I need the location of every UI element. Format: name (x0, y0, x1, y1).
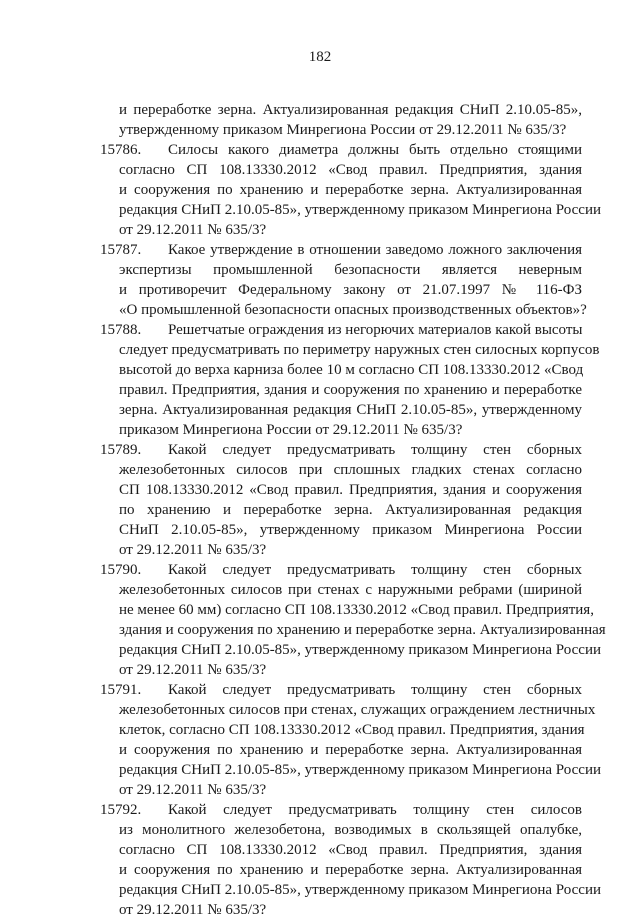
question-number: 15791. (100, 682, 142, 698)
text-line: экспертизы промышленной безопасности является неверным (119, 262, 582, 278)
text-line: редакция СНиП 2.10.05-85», утвержденному приказом Минрегиона России (119, 642, 601, 658)
question-first-line (100, 800, 582, 820)
question-number: 15786. (100, 142, 142, 158)
text-line: от 29.12.2011 № 635/3? (119, 782, 267, 798)
text-line: от 29.12.2011 № 635/3? (119, 902, 267, 918)
question-item (100, 680, 601, 800)
question-number: 15790. (100, 562, 142, 578)
question-text: Какой следует предусматривать толщину стен сборных (168, 442, 582, 458)
question-item (100, 240, 587, 320)
text-line: согласно СП 108.13330.2012 «Свод правил. Предприятия, здания (119, 842, 582, 858)
question-number: 15789. (100, 442, 142, 458)
text-line: железобетонных силосов при сплошных гладких стенах согласно (119, 462, 582, 478)
text-line: и переработке зерна. Актуализированная редакция СНиП 2.10.05-85», (119, 102, 582, 118)
text-line: правил. Предприятия, здания и сооружения по хранению и переработке (119, 382, 582, 398)
question-text: Какое утверждение в отношении заведомо ложного заключения (168, 242, 582, 258)
text-line: редакция СНиП 2.10.05-85», утвержденному приказом Минрегиона России (119, 202, 601, 218)
text-line: и сооружения по хранению и переработке зерна. Актуализированная (119, 862, 582, 878)
text-line: утвержденному приказом Минрегиона России от 29.12.2011 № 635/3? (119, 122, 567, 138)
text-line: и сооружения по хранению и переработке зерна. Актуализированная (119, 742, 582, 758)
text-line: следует предусматривать по периметру наружных стен силосных корпусов (119, 342, 600, 358)
question-first-line (100, 560, 582, 580)
question-text: Какой следует предусматривать толщину стен сборных (168, 682, 582, 698)
question-item (102, 440, 582, 560)
page-number: 182 (308, 49, 332, 65)
text-line: клеток, согласно СП 108.13330.2012 «Свод правил. Предприятия, здания (119, 722, 585, 738)
question-first-line (100, 240, 582, 260)
question-text: Решетчатые ограждения из негорючих материалов какой высоты (168, 322, 583, 338)
text-line: не менее 60 мм) согласно СП 108.13330.2012 «Свод правил. Предприятия, (119, 602, 594, 618)
question-first-line (100, 320, 582, 340)
question-text: Какой следует предусматривать толщину стен сборных (168, 562, 582, 578)
question-number: 15792. (100, 802, 142, 818)
lead-in-paragraph (102, 100, 582, 140)
text-line: приказом Минрегиона России от 29.12.2011 № 635/3? (119, 422, 463, 438)
text-line: согласно СП 108.13330.2012 «Свод правил. Предприятия, здания (119, 162, 582, 178)
text-line: из монолитного железобетона, возводимых в скользящей опалубке, (119, 822, 582, 838)
question-first-line (100, 440, 582, 460)
text-line: и сооружения по хранению и переработке зерна. Актуализированная (119, 182, 582, 198)
question-first-line (100, 680, 582, 700)
question-item (100, 140, 601, 240)
text-line: и противоречит Федеральному закону от 21.07.1997 № 116-ФЗ (119, 282, 582, 298)
text-line: редакция СНиП 2.10.05-85», утвержденному приказом Минрегиона России (119, 762, 601, 778)
text-line: железобетонных силосов при стенах с наружными ребрами (шириной (119, 582, 582, 598)
text-line: от 29.12.2011 № 635/3? (119, 662, 267, 678)
question-number: 15788. (100, 322, 142, 338)
question-list (100, 100, 606, 920)
question-item (100, 320, 600, 440)
question-item (100, 800, 601, 920)
question-first-line (100, 140, 582, 160)
question-item (100, 560, 606, 680)
text-line: СНиП 2.10.05-85», утвержденному приказом Минрегиона России (119, 522, 582, 538)
text-line: зерна. Актуализированная редакция СНиП 2.10.05-85», утвержденному (119, 402, 582, 418)
text-line: СП 108.13330.2012 «Свод правил. Предприятия, здания и сооружения (119, 482, 582, 498)
text-line: здания и сооружения по хранению и переработке зерна. Актуализированная (119, 622, 606, 638)
text-line: редакция СНиП 2.10.05-85», утвержденному приказом Минрегиона России (119, 882, 601, 898)
question-text: Какой следует предусматривать толщину стен силосов (168, 802, 582, 818)
text-line: высотой до верха карниза более 10 м согласно СП 108.13330.2012 «Свод (119, 362, 584, 378)
text-line: от 29.12.2011 № 635/3? (119, 222, 267, 238)
text-line: от 29.12.2011 № 635/3? (119, 542, 267, 558)
text-line: «О промышленной безопасности опасных производственных объектов»? (119, 302, 587, 318)
question-text: Силосы какого диаметра должны быть отдельно стоящими (168, 142, 582, 158)
text-line: по хранению и переработке зерна. Актуализированная редакция (119, 502, 582, 518)
question-number: 15787. (100, 242, 142, 258)
text-line: железобетонных силосов при стенах, служащих ограждением лестничных (119, 702, 596, 718)
